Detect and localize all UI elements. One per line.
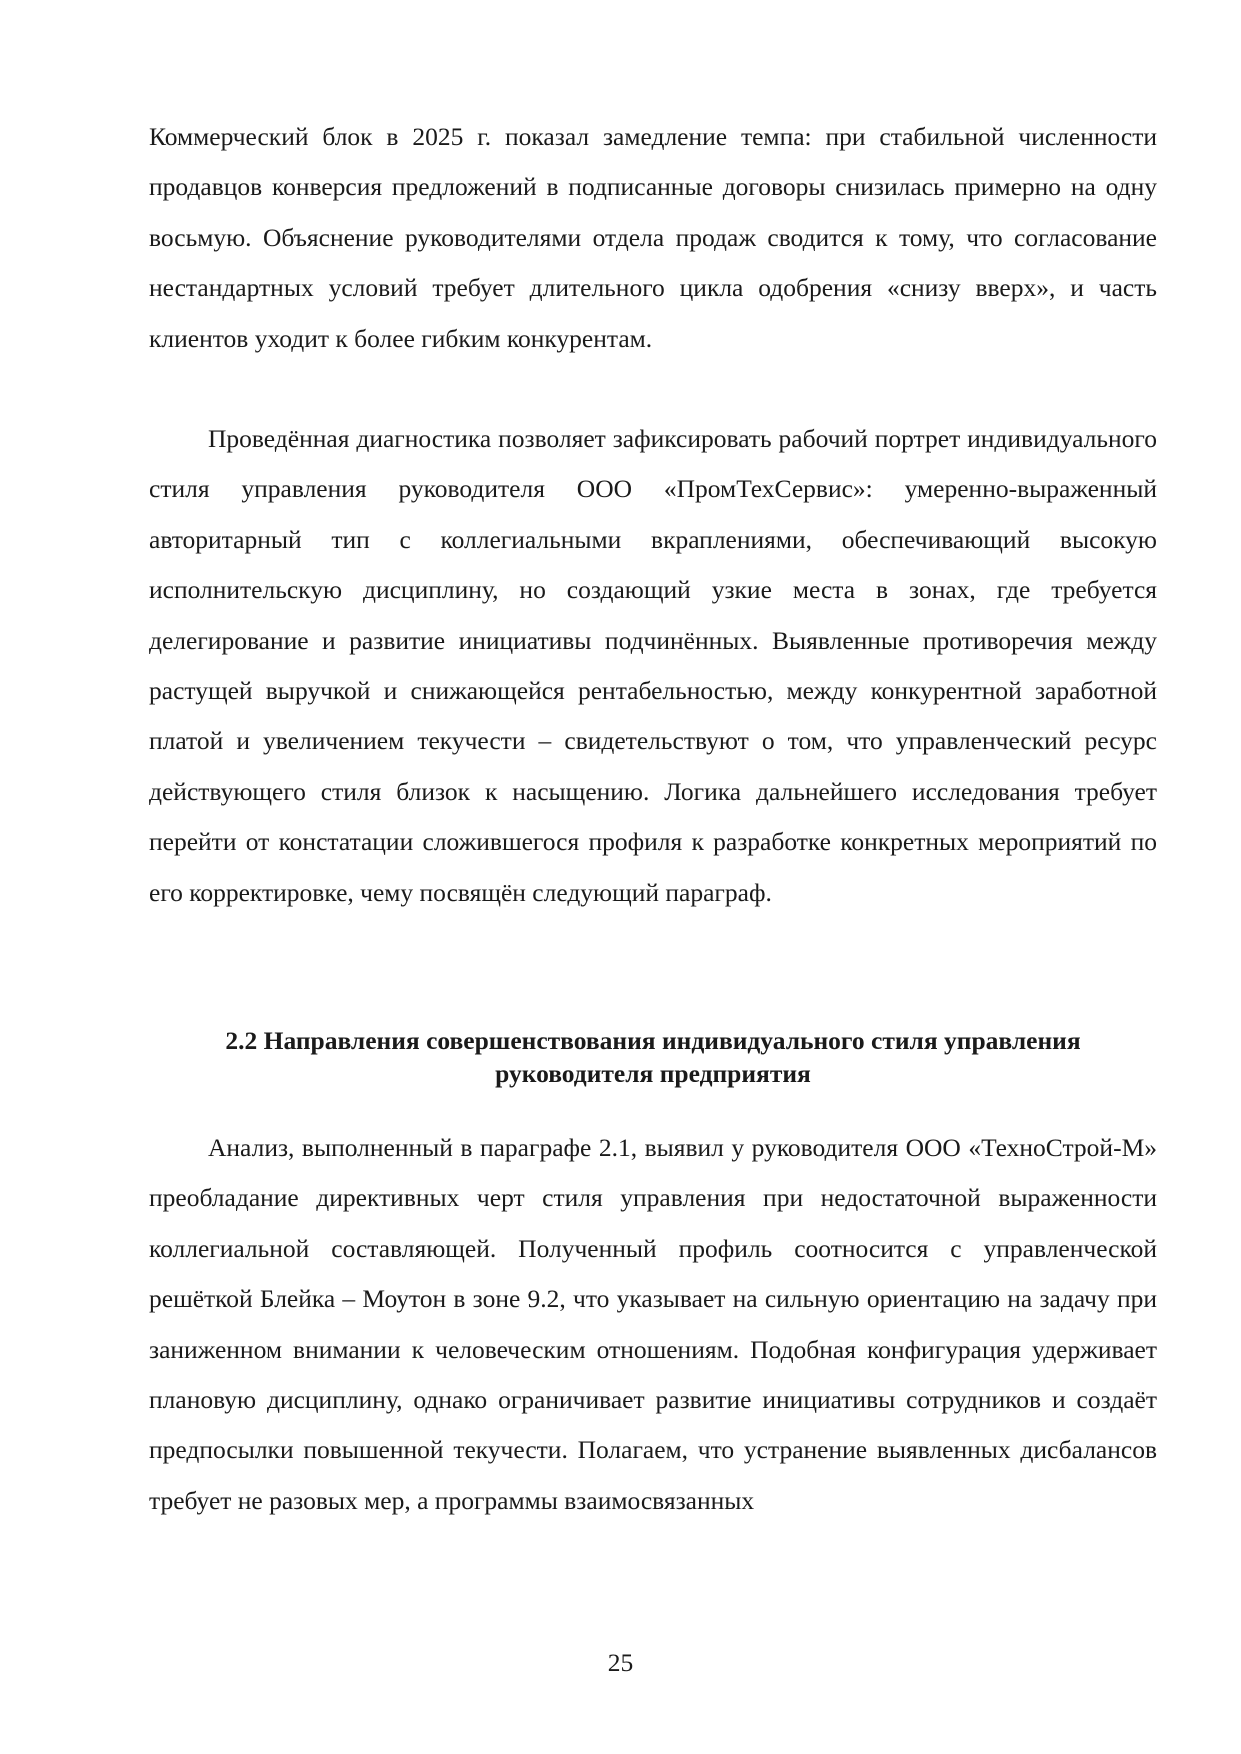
section-heading: 2.2 Направления совершенствования индивидуального стиля управления руководителя предприятия bbox=[225, 1026, 1081, 1088]
paragraph-diagnostics-summary: Проведённая диагностика позволяет зафиксировать рабочий портрет индивидуального стиля управления руководителя ООО «ПромТехСервис»: умеренно-выраженный авторитарный тип с коллегиальными вкраплениями, обеспечивающий высокую исполнительскую дисциплину, но создающий узкие места в зонах, где требуется делегирование и развитие инициативы подчинённых. Выявленные противоречия между растущей выручкой и снижающейся рентабельностью, между конкурентной заработной платой и увеличением текучести – свидетельствуют о том, что управленческий ресурс действующего стиля близок к насыщению. Логика дальнейшего исследования требует перейти от констатации сложившегося профиля к разработке конкретных мероприятий по его корректировке, чему посвящён следующий параграф. bbox=[149, 424, 1157, 907]
page-number: 25 bbox=[607, 1648, 634, 1677]
paragraph-section-intro: Анализ, выполненный в параграфе 2.1, выявил у руководителя ООО «ТехноСтрой-М» преобладание директивных черт стиля управления при недостаточной выраженности коллегиальной составляющей. Полученный профиль соотносится с управленческой решёткой Блейка – Моутон в зоне 9.2, что указывает на сильную ориентацию на задачу при заниженном внимании к человеческим отношениям. Подобная конфигурация удерживает плановую дисциплину, однако ограничивает развитие инициативы сотрудников и создаёт предпосылки повышенной текучести. Полагаем, что устранение выявленных дисбалансов требует не разовых мер, а программы взаимосвязанных bbox=[149, 1133, 1157, 1515]
paragraph-commercial-block: Коммерческий блок в 2025 г. показал замедление темпа: при стабильной численности продавцов конверсия предложений в подписанные договоры снизилась примерно на одну восьмую. Объяснение руководителями отдела продаж сводится к тому, что согласование нестандартных условий требует длительного цикла одобрения «снизу вверх», и часть клиентов уходит к более гибким конкурентам. bbox=[149, 122, 1157, 353]
